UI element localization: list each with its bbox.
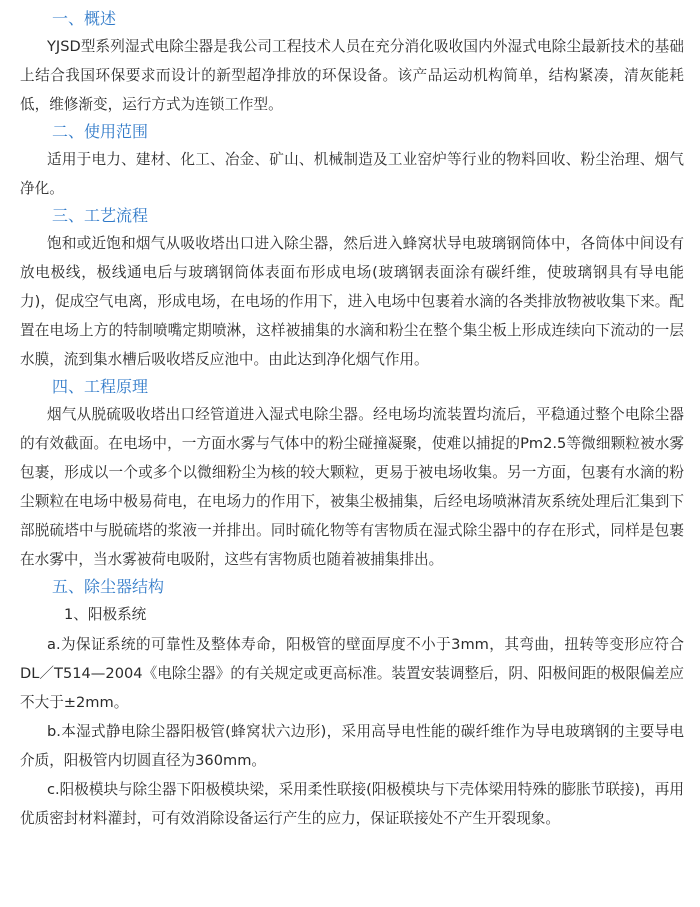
section-heading: 三、工艺流程: [52, 206, 149, 225]
section-heading: 四、工程原理: [52, 377, 149, 396]
section-heading: 一、概述: [52, 9, 117, 28]
section-structure: [20, 574, 684, 833]
section-paragraph: 饱和或近饱和烟气从吸收塔出口进入除尘器，然后进入蜂窝状导电玻璃钢筒体中，各筒体中间设有放电极线，极线通电后与玻璃钢筒体表面布形成电场(玻璃钢表面涂有碳纤维，使玻璃钢具有导电能力)，促成空气电离，形成电场，在电场的作用下，进入电场中包裹着水滴的各类排放物被收集下来。配置在电场上方的特制喷嘴定期喷淋，这样被捕集的水滴和粉尘在整个集尘板上形成连续向下流动的一层水膜，流到集水槽后吸收塔反应池中。由此达到净化烟气作用。: [20, 235, 684, 368]
structure-item-a: a.为保证系统的可靠性及整体寿命，阳极管的壁面厚度不小于3mm，其弯曲，扭转等变形应符合DL／T514—2004《电除尘器》的有关规定或更高标准。装置安装调整后，阴、阳极间距的极限偏差应不大于±2mm。: [20, 636, 684, 711]
section-heading: 五、除尘器结构: [52, 577, 165, 596]
section-paragraph: 适用于电力、建材、化工、冶金、矿山、机械制造及工业窑炉等行业的物料回收、粉尘治理、烟气净化。: [20, 151, 684, 197]
section-overview: [20, 6, 684, 119]
structure-item-c: c.阳极模块与除尘器下阳极模块梁，采用柔性联接(阳极模块与下壳体梁用特殊的膨胀节联接)，再用优质密封材料灌封，可有效消除设备运行产生的应力，保证联接处不产生开裂现象。: [20, 781, 684, 827]
section-process: [20, 203, 684, 374]
section-scope: [20, 119, 684, 203]
section-paragraph: 烟气从脱硫吸收塔出口经管道进入湿式电除尘器。经电场均流装置均流后，平稳通过整个电除尘器的有效截面。在电场中，一方面水雾与气体中的粉尘碰撞凝聚，使难以捕捉的Pm2.5等微细颗粒被水雾包裹，形成以一个或多个以微细粉尘为核的较大颗粒，更易于被电场收集。另一方面，包裹有水滴的粉尘颗粒在电场中极易荷电，在电场力的作用下，被集尘极捕集，后经电场喷淋清灰系统处理后汇集到下部脱硫塔中与脱硫塔的浆液一并排出。同时硫化物等有害物质在湿式除尘器中的存在形式，同样是包裹在水雾中，当水雾被荷电吸附，这些有害物质也随着被捕集排出。: [20, 406, 684, 568]
section-heading: 二、使用范围: [52, 122, 149, 141]
structure-item-b: b.本湿式静电除尘器阳极管(蜂窝状六边形)，采用高导电性能的碳纤维作为导电玻璃钢的主要导电介质，阳极管内切圆直径为360mm。: [20, 723, 684, 769]
section-principle: [20, 374, 684, 574]
section-subtitle: 1、阳极系统: [64, 606, 147, 623]
section-paragraph: YJSD型系列湿式电除尘器是我公司工程技术人员在充分消化吸收国内外湿式电除尘最新技术的基础上结合我国环保要求而设计的新型超净排放的环保设备。该产品运动机构简单，结构紧凑，清灰能耗低，维修渐变，运行方式为连锁工作型。: [20, 38, 684, 113]
